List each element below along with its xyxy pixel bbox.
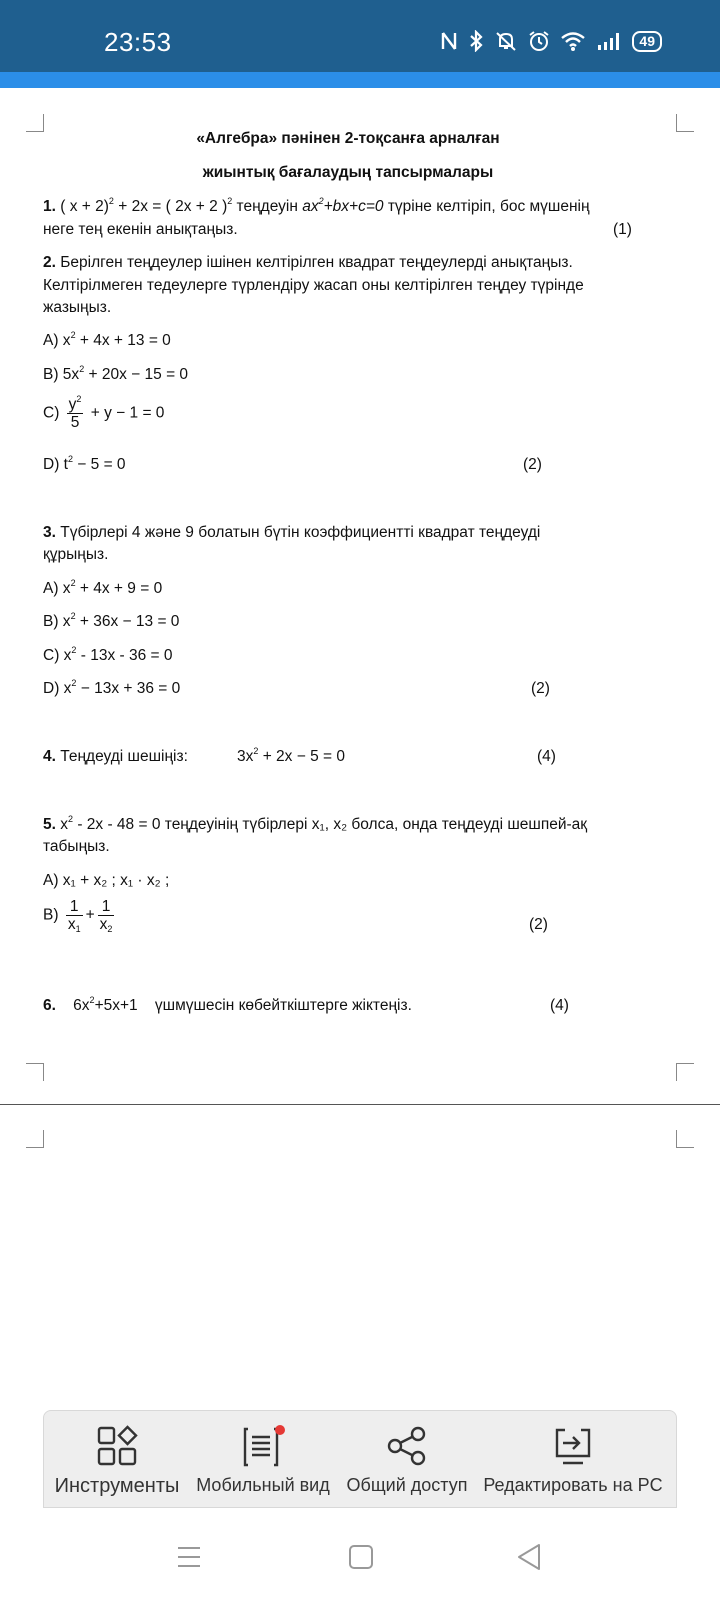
page-corner-mark [676,1063,694,1081]
share-icon [386,1425,428,1467]
battery-indicator: 49 [632,31,662,52]
question-5-points: (2) [529,916,548,933]
system-navigation-bar [0,1510,720,1600]
page-corner-mark [26,1130,44,1148]
question-3-line1: 3. Түбірлері 4 және 9 болатын бүтін коэффициентті квадрат теңдеуді [43,524,541,541]
mute-icon [494,30,518,52]
bluetooth-icon [468,30,484,52]
question-1-line1: 1. ( x + 2)$^2$ + 2x = ( 2x + 2 )$^2$ теңдеуін $ax^2+bx+c=0$ түріне келтіріп, бос мүшенің [43,196,590,215]
edit-on-pc-button[interactable] [482,1411,664,1509]
page-corner-mark [676,114,694,132]
edit-on-pc-icon [551,1425,595,1467]
mobile-view-label: Мобильный вид [196,1475,330,1495]
question-3-option-d: D) $x^2 - 13x + 36 = 0$ [43,678,181,697]
status-time: 23:53 [104,27,172,57]
question-2-line2: Келтірілмеген тедеулерге түрлендіру жасап оны келтірілген теңдеу түрінде [43,277,584,294]
menu-nav-icon[interactable] [176,1545,202,1569]
page-corner-mark [26,1063,44,1081]
share-label: Общий доступ [346,1475,468,1495]
doc-title-line1: «Алгебра» пәнінен 2-тоқсанға арналған [196,130,500,147]
question-6-line: 6. $6x^2+5x+1$ үшмүшесін көбейткіштерге жіктеңіз. [43,995,412,1014]
page-corner-mark [676,1130,694,1148]
bottom-toolbar [43,1410,677,1508]
question-1-points: (1) [613,221,632,238]
question-3-points: (2) [531,680,550,697]
question-5-line2: табыңыз. [43,838,110,855]
question-2-option-b: B) $5x^2 + 20x - 15 = 0$ [43,364,189,383]
page-divider [0,1104,720,1105]
mobile-view-button[interactable] [194,1411,332,1509]
question-6-points: (4) [550,997,569,1014]
home-nav-icon[interactable] [348,1544,374,1570]
tools-button[interactable] [44,1411,190,1509]
status-icons [440,30,662,52]
question-5-line1: 5. $x^2 - 2x - 48 = 0$ теңдеуінің түбірлері x₁, x₂ болса, онда теңдеуді шешпей-ақ [43,814,588,833]
question-3-option-b: B) $x^2 + 36x - 13 = 0$ [43,611,180,630]
status-bar [0,0,720,72]
question-4-points: (4) [537,748,556,765]
signal-icon [596,30,622,52]
page-corner-mark [26,114,44,132]
question-2-option-c: C) $\frac{y^2}{5}$ + y − 1 = 0 [43,394,165,431]
question-5-option-b: B) $\frac{1}{x_1}$ + $\frac{1}{x_2}$ [43,898,113,934]
question-3-option-a: A) $x^2 + 4x + 9 = 0$ [43,578,163,597]
question-5-option-a: A) x₁ + x₂ ; x₁ · x₂ ; [43,872,170,889]
question-2-option-a: A) $x^2 + 4x + 13 = 0$ [43,330,171,349]
alarm-icon [528,30,550,52]
question-3-option-c: C) $x^2 - 13x - 36 = 0$ [43,645,173,664]
question-4-text: 4. Теңдеуді шешіңіз: [43,748,188,765]
question-2-option-d: D) $t^2 - 5 = 0$ [43,454,126,473]
back-nav-icon[interactable] [516,1543,542,1571]
document-page[interactable] [0,88,720,1106]
mobile-view-icon [240,1425,286,1469]
doc-title-line2: жиынтық бағалаудың тапсырмалары [202,164,494,181]
question-1-line2: неге тең екенін анықтаңыз. [43,221,238,238]
question-2-points: (2) [523,456,542,473]
question-3-line2: құрыңыз. [43,546,109,563]
share-button[interactable] [338,1411,476,1509]
wifi-icon [560,30,586,52]
question-2-line3: жазыңыз. [43,299,112,316]
edit-on-pc-label: Редактировать на PC [483,1475,663,1495]
tools-label: Инструменты [54,1475,180,1497]
question-2-line1: 2. Берілген теңдеулер ішінен келтірілген квадрат теңдеулерді анықтаңыз. [43,254,573,271]
nfc-icon [440,31,458,51]
tools-grid-icon [96,1425,138,1467]
app-header-strip [0,72,720,88]
question-4-equation: $3x^2 + 2x - 5 = 0$ [237,746,345,765]
